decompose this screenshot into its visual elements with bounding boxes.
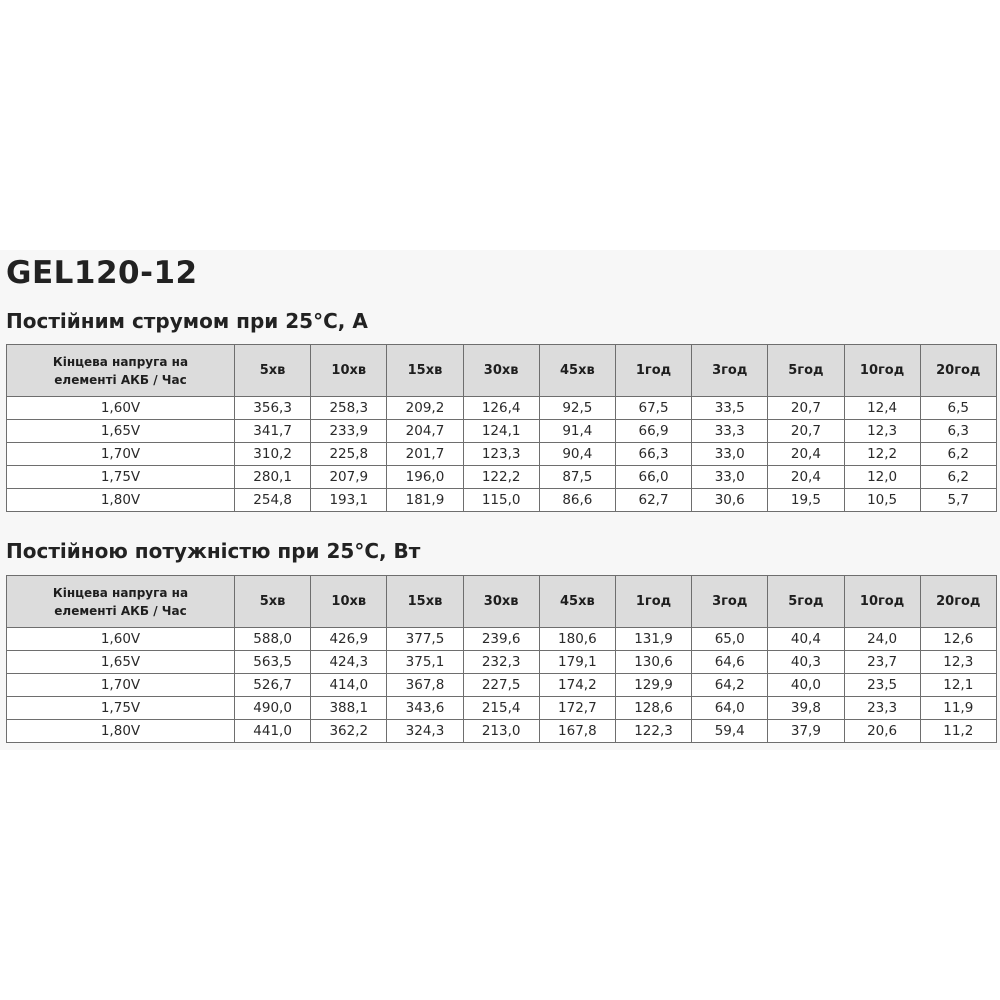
value-cell: 12,0 (844, 466, 920, 489)
value-cell: 388,1 (311, 697, 387, 720)
value-cell: 12,6 (920, 628, 996, 651)
value-cell: 92,5 (539, 397, 615, 420)
column-header: 5хв (235, 576, 311, 628)
value-cell: 24,0 (844, 628, 920, 651)
value-cell: 588,0 (235, 628, 311, 651)
value-cell: 91,4 (539, 420, 615, 443)
value-cell: 62,7 (615, 489, 691, 512)
corner-header (7, 345, 235, 397)
value-cell: 225,8 (311, 443, 387, 466)
value-cell: 181,9 (387, 489, 463, 512)
value-cell: 66,0 (615, 466, 691, 489)
value-cell: 33,0 (692, 443, 768, 466)
table-row (7, 628, 997, 651)
value-cell: 207,9 (311, 466, 387, 489)
column-header: 3год (692, 345, 768, 397)
table-body (7, 397, 997, 512)
voltage-cell: 1,60V (7, 628, 235, 651)
value-cell: 59,4 (692, 720, 768, 743)
column-header: 5хв (235, 345, 311, 397)
value-cell: 341,7 (235, 420, 311, 443)
table-row (7, 697, 997, 720)
table-row (7, 466, 997, 489)
value-cell: 122,3 (615, 720, 691, 743)
corner-header-line2: елементі АКБ / Час (54, 372, 187, 387)
column-header: 10год (844, 345, 920, 397)
value-cell: 324,3 (387, 720, 463, 743)
value-cell: 20,7 (768, 420, 844, 443)
value-cell: 124,1 (463, 420, 539, 443)
value-cell: 5,7 (920, 489, 996, 512)
value-cell: 33,0 (692, 466, 768, 489)
value-cell: 40,4 (768, 628, 844, 651)
value-cell: 23,5 (844, 674, 920, 697)
value-cell: 64,2 (692, 674, 768, 697)
value-cell: 239,6 (463, 628, 539, 651)
value-cell: 12,3 (844, 420, 920, 443)
value-cell: 40,3 (768, 651, 844, 674)
column-header: 20год (920, 576, 996, 628)
value-cell: 172,7 (539, 697, 615, 720)
value-cell: 122,2 (463, 466, 539, 489)
column-header: 30хв (463, 345, 539, 397)
value-cell: 213,0 (463, 720, 539, 743)
value-cell: 130,6 (615, 651, 691, 674)
voltage-cell: 1,70V (7, 443, 235, 466)
voltage-cell: 1,75V (7, 697, 235, 720)
value-cell: 310,2 (235, 443, 311, 466)
value-cell: 11,2 (920, 720, 996, 743)
column-header: 3год (692, 576, 768, 628)
table-row (7, 651, 997, 674)
value-cell: 30,6 (692, 489, 768, 512)
value-cell: 123,3 (463, 443, 539, 466)
value-cell: 490,0 (235, 697, 311, 720)
value-cell: 87,5 (539, 466, 615, 489)
discharge-table-current (6, 344, 997, 512)
table-row (7, 397, 997, 420)
corner-header (7, 576, 235, 628)
value-cell: 526,7 (235, 674, 311, 697)
value-cell: 174,2 (539, 674, 615, 697)
value-cell: 33,5 (692, 397, 768, 420)
table-header-row (7, 576, 997, 628)
value-cell: 12,1 (920, 674, 996, 697)
value-cell: 441,0 (235, 720, 311, 743)
column-header: 15хв (387, 345, 463, 397)
section-title-power: Постійною потужністю при 25°С, Вт (6, 539, 421, 563)
value-cell: 196,0 (387, 466, 463, 489)
value-cell: 180,6 (539, 628, 615, 651)
value-cell: 20,6 (844, 720, 920, 743)
column-header: 5год (768, 576, 844, 628)
value-cell: 424,3 (311, 651, 387, 674)
table-row (7, 420, 997, 443)
value-cell: 128,6 (615, 697, 691, 720)
table-row (7, 674, 997, 697)
column-header: 45хв (539, 345, 615, 397)
value-cell: 10,5 (844, 489, 920, 512)
value-cell: 11,9 (920, 697, 996, 720)
value-cell: 66,9 (615, 420, 691, 443)
value-cell: 12,4 (844, 397, 920, 420)
corner-header-line2: елементі АКБ / Час (54, 603, 187, 618)
value-cell: 280,1 (235, 466, 311, 489)
value-cell: 367,8 (387, 674, 463, 697)
column-header: 10год (844, 576, 920, 628)
table-row (7, 720, 997, 743)
value-cell: 126,4 (463, 397, 539, 420)
voltage-cell: 1,75V (7, 466, 235, 489)
corner-header-line1: Кінцева напруга на (52, 354, 189, 369)
voltage-cell: 1,60V (7, 397, 235, 420)
value-cell: 6,3 (920, 420, 996, 443)
discharge-table-power (6, 575, 997, 743)
corner-header-line1: Кінцева напруга на (52, 585, 189, 600)
value-cell: 12,2 (844, 443, 920, 466)
column-header: 45хв (539, 576, 615, 628)
value-cell: 215,4 (463, 697, 539, 720)
column-header: 1год (615, 576, 691, 628)
column-header: 20год (920, 345, 996, 397)
value-cell: 362,2 (311, 720, 387, 743)
value-cell: 227,5 (463, 674, 539, 697)
value-cell: 20,4 (768, 466, 844, 489)
table-body (7, 628, 997, 743)
value-cell: 6,2 (920, 466, 996, 489)
value-cell: 356,3 (235, 397, 311, 420)
table-header-row (7, 345, 997, 397)
value-cell: 23,7 (844, 651, 920, 674)
voltage-cell: 1,70V (7, 674, 235, 697)
value-cell: 65,0 (692, 628, 768, 651)
value-cell: 233,9 (311, 420, 387, 443)
voltage-cell: 1,65V (7, 420, 235, 443)
value-cell: 375,1 (387, 651, 463, 674)
voltage-cell: 1,80V (7, 489, 235, 512)
table-row (7, 443, 997, 466)
value-cell: 90,4 (539, 443, 615, 466)
value-cell: 209,2 (387, 397, 463, 420)
value-cell: 12,3 (920, 651, 996, 674)
value-cell: 201,7 (387, 443, 463, 466)
value-cell: 23,3 (844, 697, 920, 720)
value-cell: 20,7 (768, 397, 844, 420)
value-cell: 258,3 (311, 397, 387, 420)
value-cell: 167,8 (539, 720, 615, 743)
value-cell: 33,3 (692, 420, 768, 443)
value-cell: 426,9 (311, 628, 387, 651)
value-cell: 64,6 (692, 651, 768, 674)
value-cell: 193,1 (311, 489, 387, 512)
voltage-cell: 1,80V (7, 720, 235, 743)
value-cell: 343,6 (387, 697, 463, 720)
value-cell: 40,0 (768, 674, 844, 697)
column-header: 5год (768, 345, 844, 397)
value-cell: 204,7 (387, 420, 463, 443)
table-row (7, 489, 997, 512)
value-cell: 37,9 (768, 720, 844, 743)
value-cell: 377,5 (387, 628, 463, 651)
value-cell: 64,0 (692, 697, 768, 720)
value-cell: 20,4 (768, 443, 844, 466)
value-cell: 115,0 (463, 489, 539, 512)
value-cell: 254,8 (235, 489, 311, 512)
value-cell: 39,8 (768, 697, 844, 720)
value-cell: 86,6 (539, 489, 615, 512)
value-cell: 131,9 (615, 628, 691, 651)
voltage-cell: 1,65V (7, 651, 235, 674)
value-cell: 66,3 (615, 443, 691, 466)
value-cell: 67,5 (615, 397, 691, 420)
column-header: 30хв (463, 576, 539, 628)
column-header: 15хв (387, 576, 463, 628)
value-cell: 232,3 (463, 651, 539, 674)
value-cell: 19,5 (768, 489, 844, 512)
column-header: 1год (615, 345, 691, 397)
column-header: 10хв (311, 345, 387, 397)
value-cell: 179,1 (539, 651, 615, 674)
value-cell: 6,2 (920, 443, 996, 466)
column-header: 10хв (311, 576, 387, 628)
value-cell: 6,5 (920, 397, 996, 420)
value-cell: 414,0 (311, 674, 387, 697)
value-cell: 129,9 (615, 674, 691, 697)
value-cell: 563,5 (235, 651, 311, 674)
section-title-current: Постійним струмом при 25°С, А (6, 309, 368, 333)
model-title: GEL120-12 (6, 255, 198, 291)
